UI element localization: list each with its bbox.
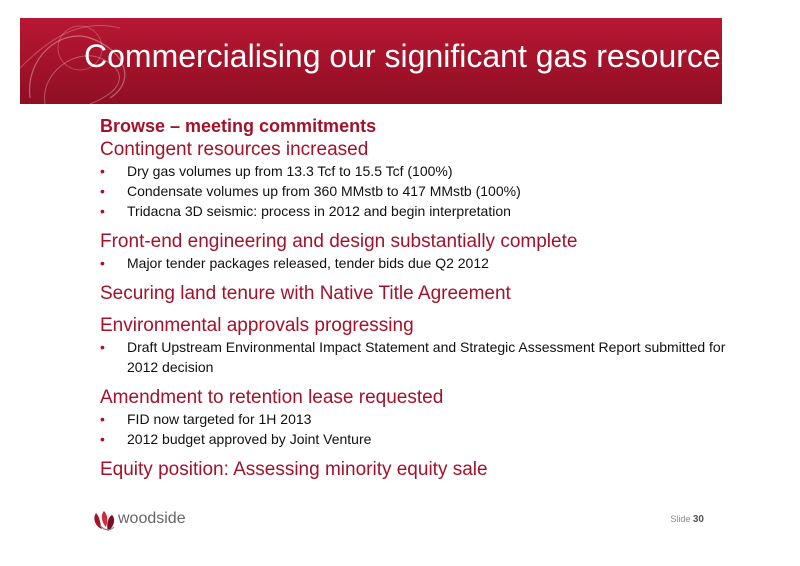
slide-number — [670, 514, 704, 525]
logo-wordmark: woodside — [118, 510, 186, 527]
bullet-text: Draft Upstream Environmental Impact Statement and Strategic Assessment Report submitted for 2012 decision — [127, 339, 726, 375]
page-title: Commercialising our significant gas resources — [84, 38, 737, 74]
list-item — [100, 429, 740, 449]
slide-number-value: 30 — [692, 514, 704, 525]
bullet-text: Dry gas volumes up from 13.3 Tcf to 15.5 Tcf (100%) — [127, 163, 453, 179]
bullet-list — [100, 337, 740, 377]
subheading: Browse – meeting commitments — [100, 116, 377, 136]
list-item — [100, 201, 740, 221]
bullet-icon: • — [100, 411, 105, 427]
list-item — [100, 181, 740, 201]
bullet-text: Condensate volumes up from 360 MMstb to 417 MMstb (100%) — [127, 183, 521, 199]
bullet-text: Major tender packages released, tender bids due Q2 2012 — [127, 255, 489, 271]
bullet-icon: • — [100, 163, 105, 179]
list-item — [100, 337, 740, 377]
bullet-list — [100, 253, 740, 273]
list-item — [100, 409, 740, 429]
list-item — [100, 253, 740, 273]
section-heading: Securing land tenure with Native Title Agreement — [100, 283, 511, 304]
bullet-icon: • — [100, 339, 105, 355]
bullet-text: 2012 budget approved by Joint Venture — [127, 431, 372, 447]
bullet-icon: • — [100, 255, 105, 271]
bullet-text: FID now targeted for 1H 2013 — [127, 411, 312, 427]
woodside-logo-icon — [90, 505, 118, 533]
section-heading: Contingent resources increased — [100, 139, 369, 160]
list-item — [100, 161, 740, 181]
bullet-text: Tridacna 3D seismic: process in 2012 and begin interpretation — [127, 203, 511, 219]
section-heading: Environmental approvals progressing — [100, 315, 414, 336]
bullet-list — [100, 409, 740, 449]
bullet-list — [100, 161, 740, 221]
bullet-icon: • — [100, 183, 105, 199]
bullet-icon: • — [100, 203, 105, 219]
bullet-icon: • — [100, 431, 105, 447]
slide-content — [100, 116, 740, 481]
slide-label: Slide — [670, 514, 691, 524]
section-heading: Amendment to retention lease requested — [100, 387, 444, 408]
section-heading: Front-end engineering and design substantially complete — [100, 231, 578, 252]
section-heading: Equity position: Assessing minority equity sale — [100, 459, 488, 480]
